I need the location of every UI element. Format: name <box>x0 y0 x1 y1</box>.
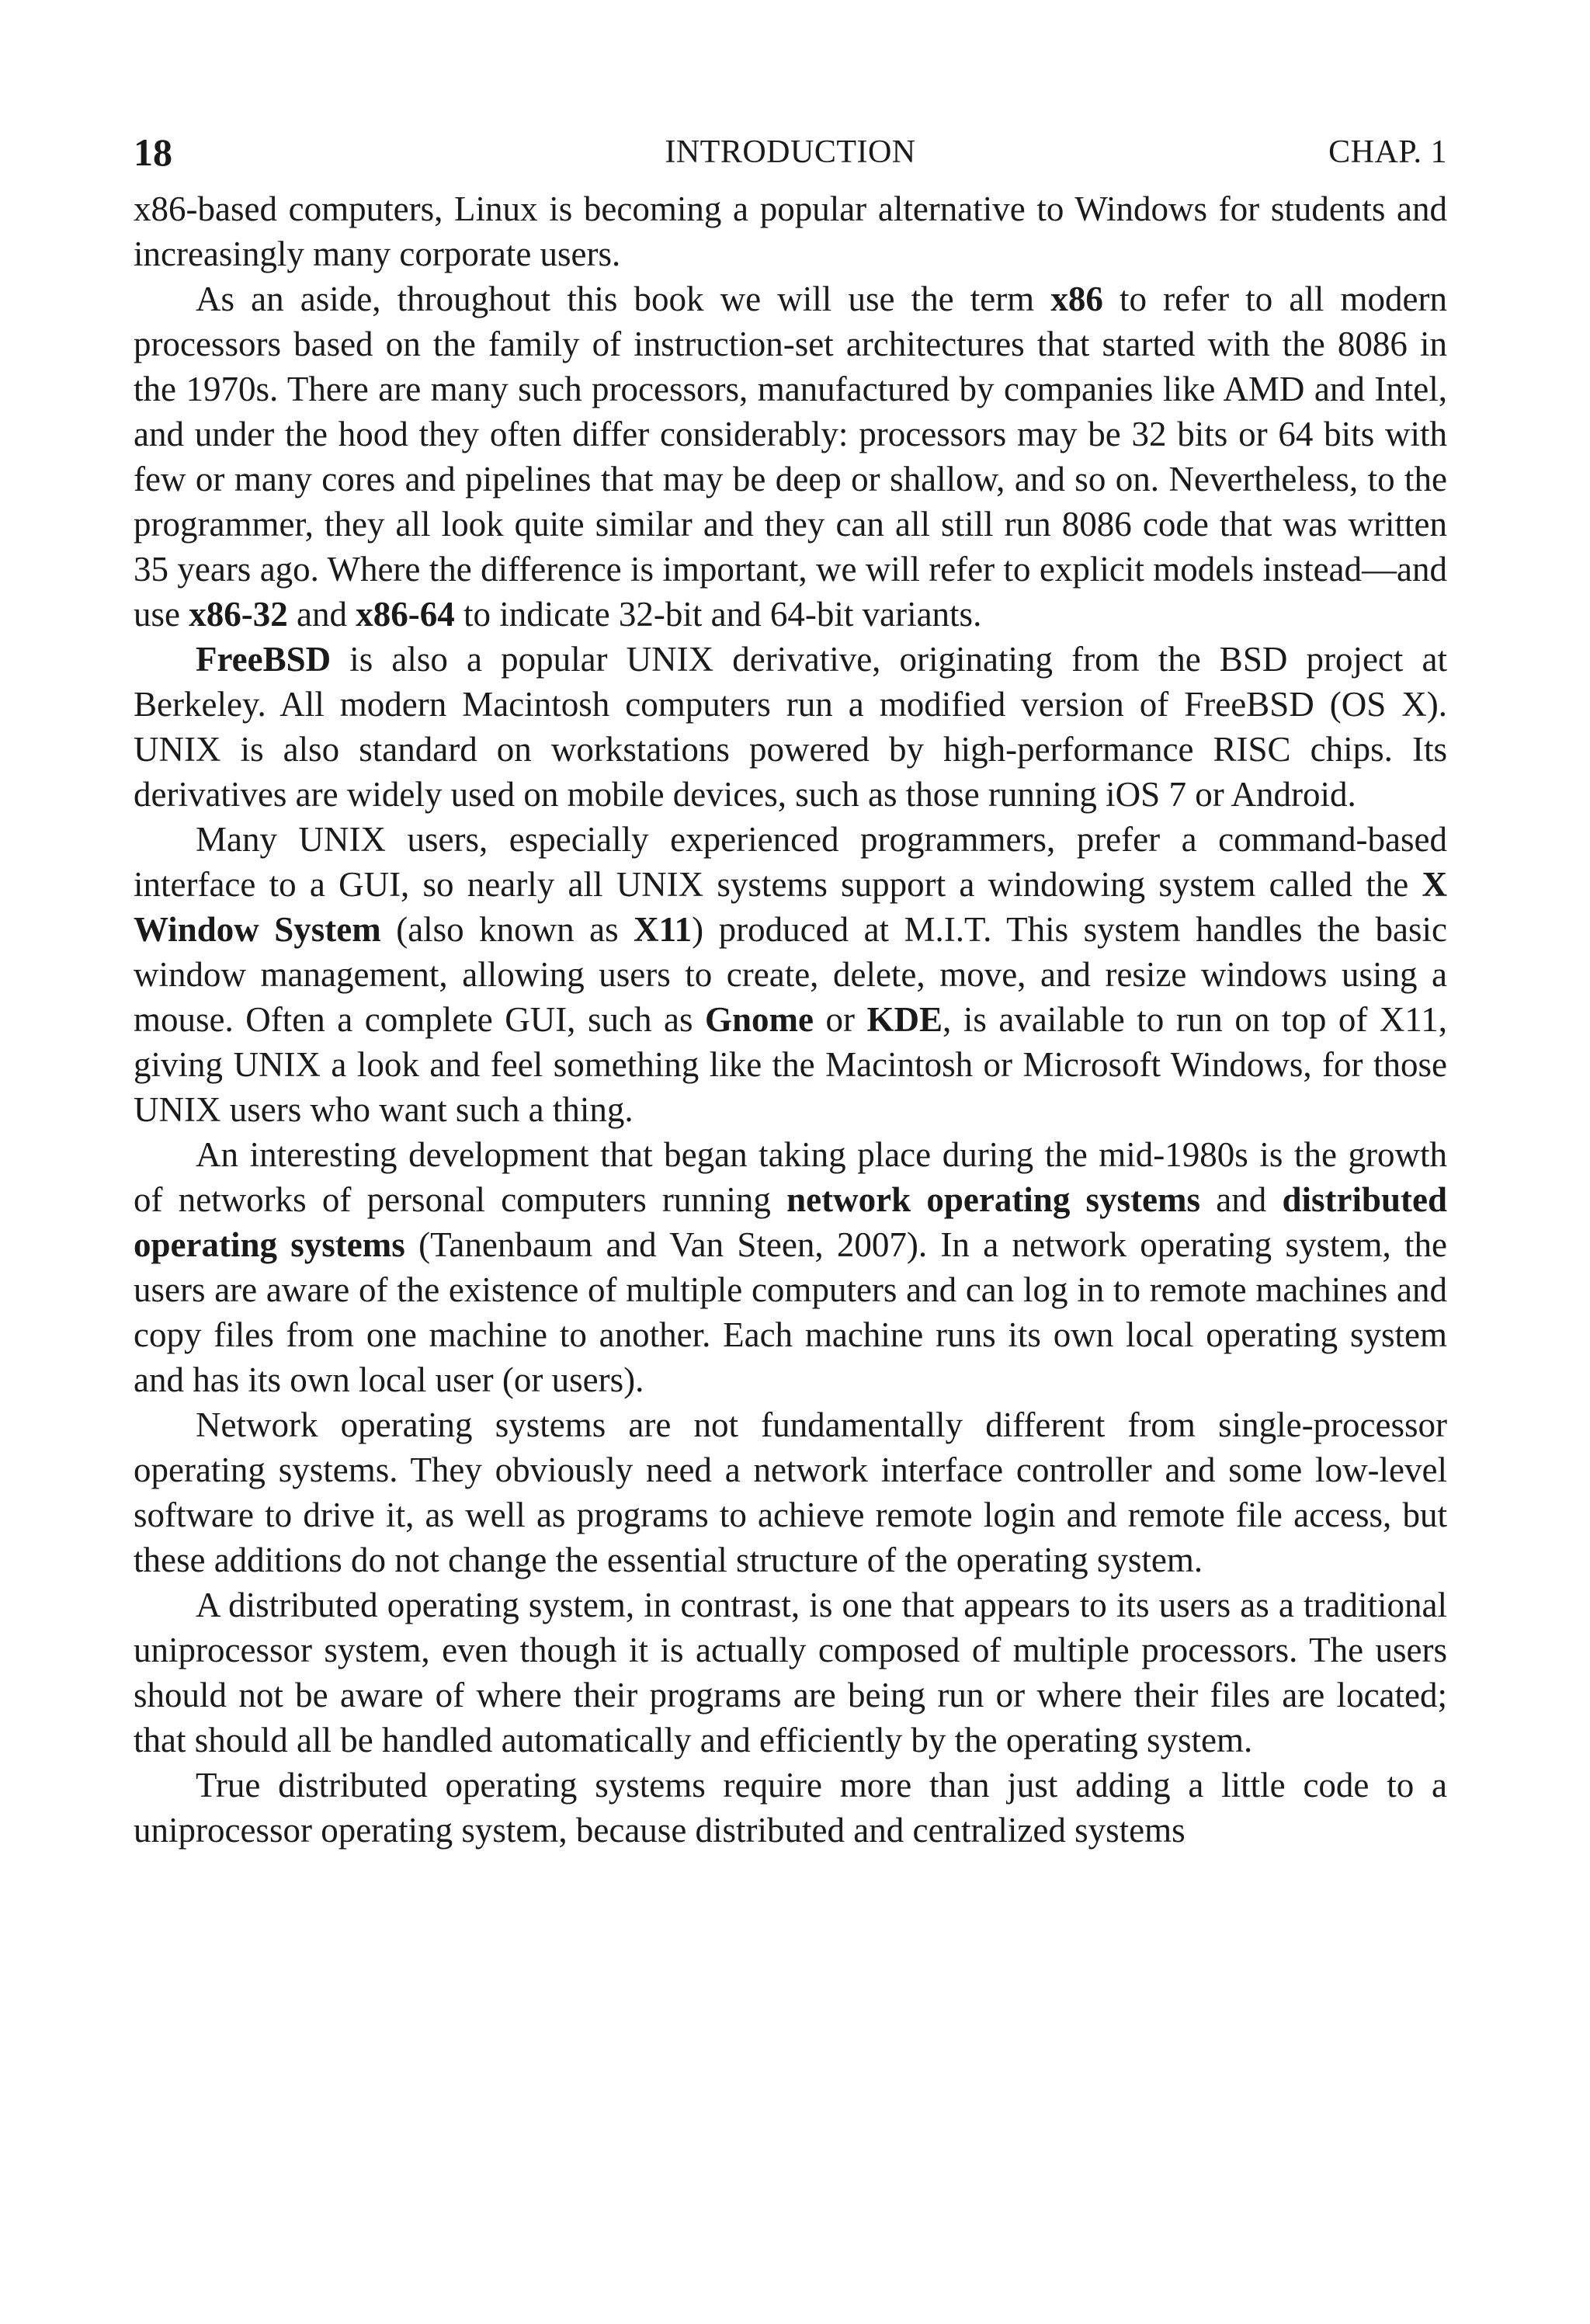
text-run: ) produced at M.I.T. This system handles the basic window management, allowing users to create, delete, move, and resize windows using a mouse. Often a complete GUI, such as <box>134 910 1447 1039</box>
text-run: A distributed operating system, in contrast, is one that appears to its users as a traditional uniprocessor system, even though it is actually composed of multiple processors. The users should not be aware of where their programs are being run or where their files are located; that should all be handled automatically and efficiently by the operating system. <box>134 1586 1447 1760</box>
paragraph-6 <box>134 1402 1447 1582</box>
text-run: and <box>1200 1180 1283 1219</box>
paragraph-3 <box>134 637 1447 817</box>
term-kde: KDE <box>866 1000 943 1039</box>
text-run: Network operating systems are not fundamentally different from single-processor operating systems. They obviously need a network interface controller and some low-level software to drive it, as well as programs to achieve remote login and remote file access, but these additions do not change the essential structure of the operating system. <box>134 1405 1447 1579</box>
text-run: , is available to run on top of X11, giving UNIX a look and feel something like the Macintosh or Microsoft Windows, for those UNIX users who want such a thing. <box>134 1000 1447 1129</box>
body-text <box>134 186 1447 1853</box>
text-run: (also known as <box>380 910 634 949</box>
paragraph-8 <box>134 1763 1447 1853</box>
paragraph-7 <box>134 1582 1447 1763</box>
text-run: and <box>287 595 356 634</box>
paragraph-4 <box>134 817 1447 1132</box>
term-x86-32: x86-32 <box>189 595 288 634</box>
term-freebsd: FreeBSD <box>196 640 332 679</box>
text-run: to refer to all modern processors based on the family of instruction-set architectures that started with the 8086 in the 1970s. There are many such processors, manufactured by companies like AMD and Intel, and under the hood they often differ considerably: processors may be 32 bits or 64 bits with few or many cores and pipelines that may be deep or shallow, and so on. Nevertheless, to the programmer, they all look quite similar and they can all still run 8086 code that was written 35 years ago. Where the difference is important, we will refer to explicit models instead—and use <box>134 280 1447 634</box>
text-run: or <box>813 1000 867 1039</box>
text-run: to indicate 32-bit and 64-bit variants. <box>454 595 982 634</box>
paragraph-2 <box>134 276 1447 637</box>
chapter-title: INTRODUCTION <box>665 134 916 170</box>
running-head <box>134 124 1447 180</box>
term-x11: X11 <box>634 910 693 949</box>
term-x86: x86 <box>1050 280 1103 318</box>
page-number: 18 <box>134 130 172 174</box>
text-run: As an aside, throughout this book we will use the term <box>196 280 1051 318</box>
paragraph-1 <box>134 186 1447 276</box>
term-gnome: Gnome <box>704 1000 814 1039</box>
text-run: Many UNIX users, especially experienced programmers, prefer a command-based interface to a GUI, so nearly all UNIX systems support a windowing system called the <box>134 820 1447 904</box>
text-run: x86-based computers, Linux is becoming a popular alternative to Windows for students and increasingly many corporate users. <box>134 189 1447 273</box>
text-run: An interesting development that began taking place during the mid-1980s is the growth of networks of personal computers running <box>134 1135 1447 1219</box>
term-x86-64: x86-64 <box>356 595 455 634</box>
text-run: True distributed operating systems require more than just adding a little code to a uniprocessor operating system, because distributed and centralized systems <box>134 1766 1447 1850</box>
text-run: (Tanenbaum and Van Steen, 2007). In a network operating system, the users are aware of the existence of multiple computers and can log in to remote machines and copy files from one machine to another. Each machine runs its own local operating system and has its own local user (or users). <box>134 1225 1447 1399</box>
book-page <box>134 124 1447 1853</box>
term-x-window-system: X Window System <box>134 865 1447 949</box>
term-network-operating-systems: network operating systems <box>786 1180 1201 1219</box>
text-run: is also a popular UNIX derivative, originating from the BSD project at Berkeley. All modern Macintosh computers run a modified version of FreeBSD (OS X). UNIX is also standard on workstations powered by high-performance RISC chips. Its derivatives are widely used on mobile devices, such as those running iOS 7 or Android. <box>134 640 1447 814</box>
chapter-label: CHAP. 1 <box>1328 134 1447 170</box>
term-distributed-operating-systems: distributed operating systems <box>134 1180 1447 1264</box>
paragraph-5 <box>134 1132 1447 1402</box>
